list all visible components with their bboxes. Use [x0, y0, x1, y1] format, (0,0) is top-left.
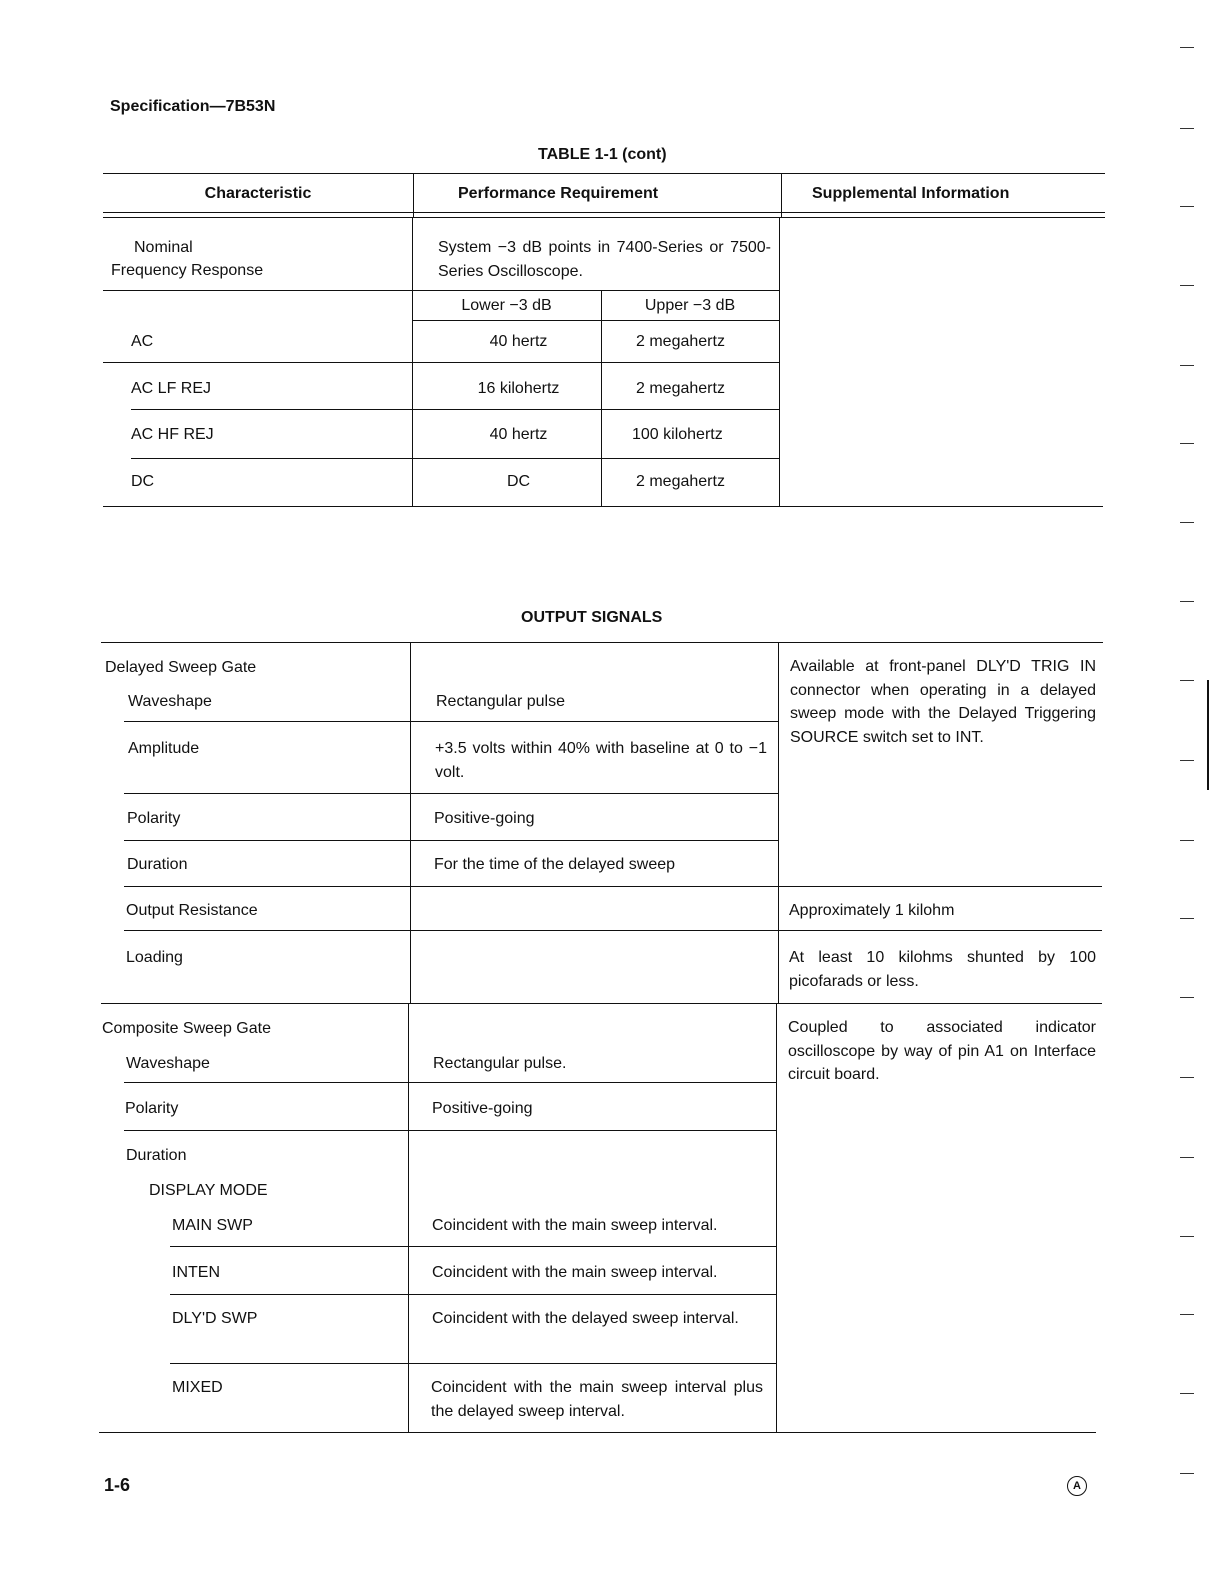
freq-label-line2: Frequency Response	[111, 262, 264, 279]
running-head: Specification—7B53N	[110, 98, 276, 115]
dsg-waveshape-label: Waveshape	[128, 693, 212, 710]
csg-display-mode-label: DISPLAY MODE	[149, 1182, 268, 1199]
col-divider	[781, 173, 782, 217]
dsg-polarity-value: Positive-going	[434, 810, 535, 827]
table-bottom-rule	[103, 506, 1103, 507]
csg-waveshape-label: Waveshape	[126, 1055, 210, 1072]
upper-3db-header: Upper −3 dB	[644, 297, 736, 314]
col-divider	[413, 173, 414, 217]
upper-value: 2 megahertz	[636, 333, 725, 350]
row-rule	[124, 793, 778, 794]
csg-mode-value: Coincident with the main sweep interval.	[432, 1264, 718, 1281]
col-divider	[408, 1003, 409, 1432]
csg-supplemental: Coupled to associated indicator oscilloscope by way of pin A1 on Interface circuit board.	[788, 1019, 1096, 1083]
csg-polarity-value: Positive-going	[432, 1100, 533, 1117]
row-rule	[124, 721, 778, 722]
csg-title: Composite Sweep Gate	[102, 1020, 271, 1037]
dsg-amplitude-value: +3.5 volts within 40% with baseline at 0 to −1 volt.	[435, 740, 767, 781]
upper-value: 100 kilohertz	[632, 426, 723, 443]
col-header-supplemental: Supplemental Information	[812, 185, 1010, 202]
mode-label: AC LF REJ	[131, 380, 212, 397]
col-divider	[410, 642, 411, 1003]
upper-value: 2 megahertz	[636, 473, 725, 490]
mode-label: DC	[131, 473, 155, 490]
dsg-loading-supp: At least 10 kilohms shunted by 100 picofarads or less.	[789, 949, 1096, 990]
row-rule	[124, 1082, 776, 1083]
row-rule	[124, 840, 778, 841]
publisher-logo-icon: A	[1067, 1476, 1087, 1496]
page-number: 1-6	[104, 1475, 131, 1495]
dsg-loading-label: Loading	[126, 949, 183, 966]
csg-mode-label: MIXED	[172, 1379, 223, 1396]
csg-duration-label: Duration	[126, 1147, 187, 1164]
col-header-characteristic: Characteristic	[204, 185, 312, 202]
row-rule	[131, 458, 779, 459]
csg-mode-value: Coincident with the main sweep interval plus the delayed sweep interval.	[431, 1379, 763, 1420]
freq-perf-text: System −3 dB points in 7400-Series or 7500-Series Oscilloscope.	[438, 239, 771, 280]
mode-label: AC	[131, 333, 154, 350]
col-header-performance: Performance Requirement	[458, 185, 659, 202]
table-title: TABLE 1-1 (cont)	[538, 146, 667, 163]
table-bottom-rule	[99, 1432, 1096, 1433]
dsg-waveshape-value: Rectangular pulse	[436, 693, 565, 710]
dsg-duration-label: Duration	[127, 856, 188, 873]
col-divider	[776, 1003, 777, 1432]
row-rule	[131, 409, 779, 410]
row-rule	[124, 1130, 776, 1131]
col-divider	[778, 642, 779, 1003]
lower-value: DC	[506, 473, 531, 490]
dsg-output-resistance-supp: Approximately 1 kilohm	[789, 902, 955, 919]
lower-value: 16 kilohertz	[477, 380, 560, 397]
mode-label: AC HF REJ	[131, 426, 214, 443]
row-rule	[124, 886, 1102, 887]
row-rule	[412, 320, 779, 321]
lower-value: 40 hertz	[489, 333, 548, 350]
lower-3db-header: Lower −3 dB	[461, 297, 552, 314]
csg-polarity-label: Polarity	[125, 1100, 179, 1117]
header-rule-2	[103, 217, 1105, 218]
row-rule	[101, 1003, 1102, 1004]
dsg-output-resistance-label: Output Resistance	[126, 902, 258, 919]
table-top-rule	[101, 642, 1103, 643]
row-rule	[103, 362, 779, 363]
csg-mode-label: MAIN SWP	[172, 1217, 253, 1234]
row-rule	[103, 290, 413, 291]
row-rule	[412, 290, 779, 291]
dsg-title: Delayed Sweep Gate	[105, 659, 257, 676]
lower-value: 40 hertz	[489, 426, 548, 443]
csg-mode-label: DLY'D SWP	[172, 1310, 258, 1327]
csg-mode-value: Coincident with the main sweep interval.	[432, 1217, 718, 1234]
row-rule	[170, 1294, 776, 1295]
freq-label-line1: Nominal	[134, 239, 193, 256]
header-rule-1	[103, 212, 1105, 213]
row-rule	[170, 1363, 776, 1364]
row-rule	[170, 1246, 776, 1247]
col-divider	[779, 217, 780, 506]
csg-mode-label: INTEN	[172, 1264, 220, 1281]
upper-value: 2 megahertz	[636, 380, 725, 397]
table-top-rule	[103, 173, 1105, 174]
csg-mode-value: Coincident with the delayed sweep interval.	[432, 1310, 739, 1327]
dsg-polarity-label: Polarity	[127, 810, 181, 827]
row-rule	[124, 930, 1102, 931]
output-signals-heading: OUTPUT SIGNALS	[521, 609, 663, 626]
dsg-amplitude-label: Amplitude	[128, 740, 200, 757]
dsg-duration-value: For the time of the delayed sweep	[434, 856, 676, 873]
dsg-supplemental: Available at front-panel DLY'D TRIG IN connector when operating in a delayed sweep mode with the Delayed Triggering SOURCE switch set to INT.	[790, 658, 1096, 746]
csg-waveshape-value: Rectangular pulse.	[433, 1055, 567, 1072]
